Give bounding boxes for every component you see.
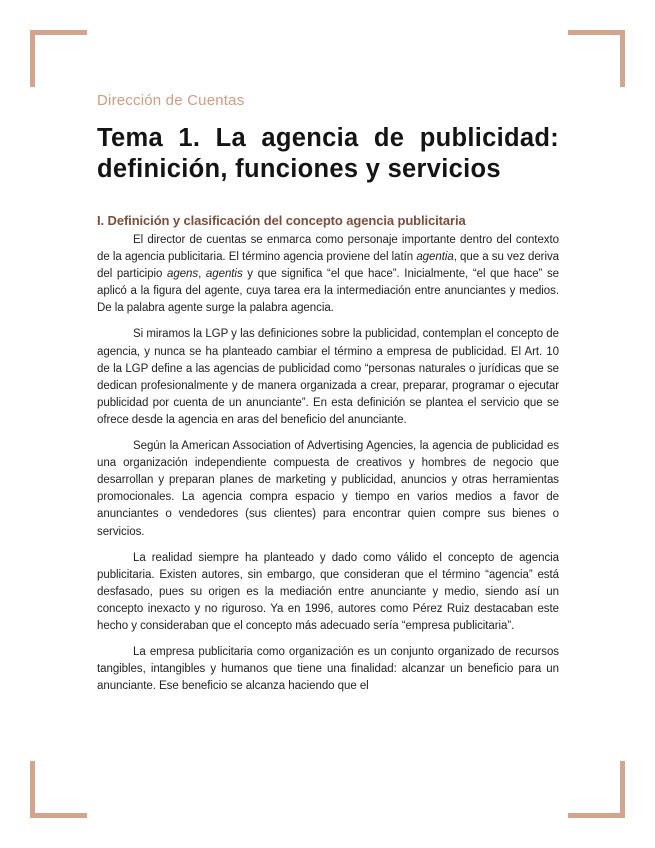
paragraph-1-text-g: y que significa “el que hace”. Inicialmente, “el que hace” se aplicó a la figura del agente, cuya tarea era la intermediación entre anunciantes y medios. De la palabra agente surge la palabra agencia. xyxy=(97,268,560,315)
paragraph-1-text-e: , xyxy=(198,268,206,281)
subject-label: Dirección de Cuentas xyxy=(97,92,245,109)
corner-bracket-top-left xyxy=(30,30,87,87)
paragraph-1 xyxy=(97,232,559,317)
section-heading: I. Definición y clasificación del concepto agencia publicitaria xyxy=(97,213,466,228)
paragraph-5: La empresa publicitaria como organización es un conjunto organizado de recursos tangibles, intangibles y humanos que tiene una finalidad: alcanzar un beneficio para un anunciante. Ese beneficio se alcanza haciendo que el xyxy=(97,646,559,693)
paragraph-4: La realidad siempre ha planteado y dado como válido el concepto de agencia publicitaria. Existen autores, sin embargo, que consideran que el término “agencia” está desfasado, pues su origen es la mediación entre anunciante y medio, siendo así un concepto inexacto y no riguroso. Ya en 1996, autores como Pérez Ruiz destacaban este hecho y consideraban que el concepto más adecuado sería “empresa publicitaria”. xyxy=(97,551,559,632)
paragraph-3: Según la American Association of Advertising Agencies, la agencia de publicidad es una organización independiente compuesta de creativos y hombres de negocio que desarrollan y preparan planes de marketing y publicidad, anuncios y otras herramientas promocionales. La agencia compra espacio y tiempo en varios medios a favor de anunciantes o vendedores (sus clientes) para encontrar quien compre sus bienes o servicios. xyxy=(97,440,559,538)
page-content xyxy=(97,92,559,704)
paragraph-1-text-a: El director de cuentas se enmarca como personaje importante dentro del contexto de la agencia publicitaria. El término agencia proviene del latín xyxy=(97,234,559,264)
corner-bracket-bottom-left xyxy=(30,761,87,818)
paragraph-1-term-agentia: agentia xyxy=(416,251,454,264)
paragraph-1-text-c: , que a su vez deriva del participio xyxy=(97,251,559,281)
page-title: Tema 1. La agencia de publicidad: definición, funciones y servicios xyxy=(97,124,559,183)
paragraph-2: Si miramos la LGP y las definiciones sobre la publicidad, contemplan el concepto de agencia, y nunca se ha planteado cambiar el término a empresa de publicidad. El Art. 10 de la LGP define a las agencias de publicidad como “personas naturales o jurídicas que se dedican profesionalmente y de manera organizada a crear, preparar, programar o ejecutar publicidad por cuenta de un anunciante”. En esta definición se plantea el servicio que se ofrece desde la agencia en aras del beneficio del anunciante. xyxy=(97,328,559,426)
paragraph-1-term-agens: agens xyxy=(167,268,199,281)
paragraph-1-term-agentis: agentis xyxy=(205,268,243,281)
corner-bracket-top-right xyxy=(568,30,625,87)
corner-bracket-bottom-right xyxy=(568,761,625,818)
